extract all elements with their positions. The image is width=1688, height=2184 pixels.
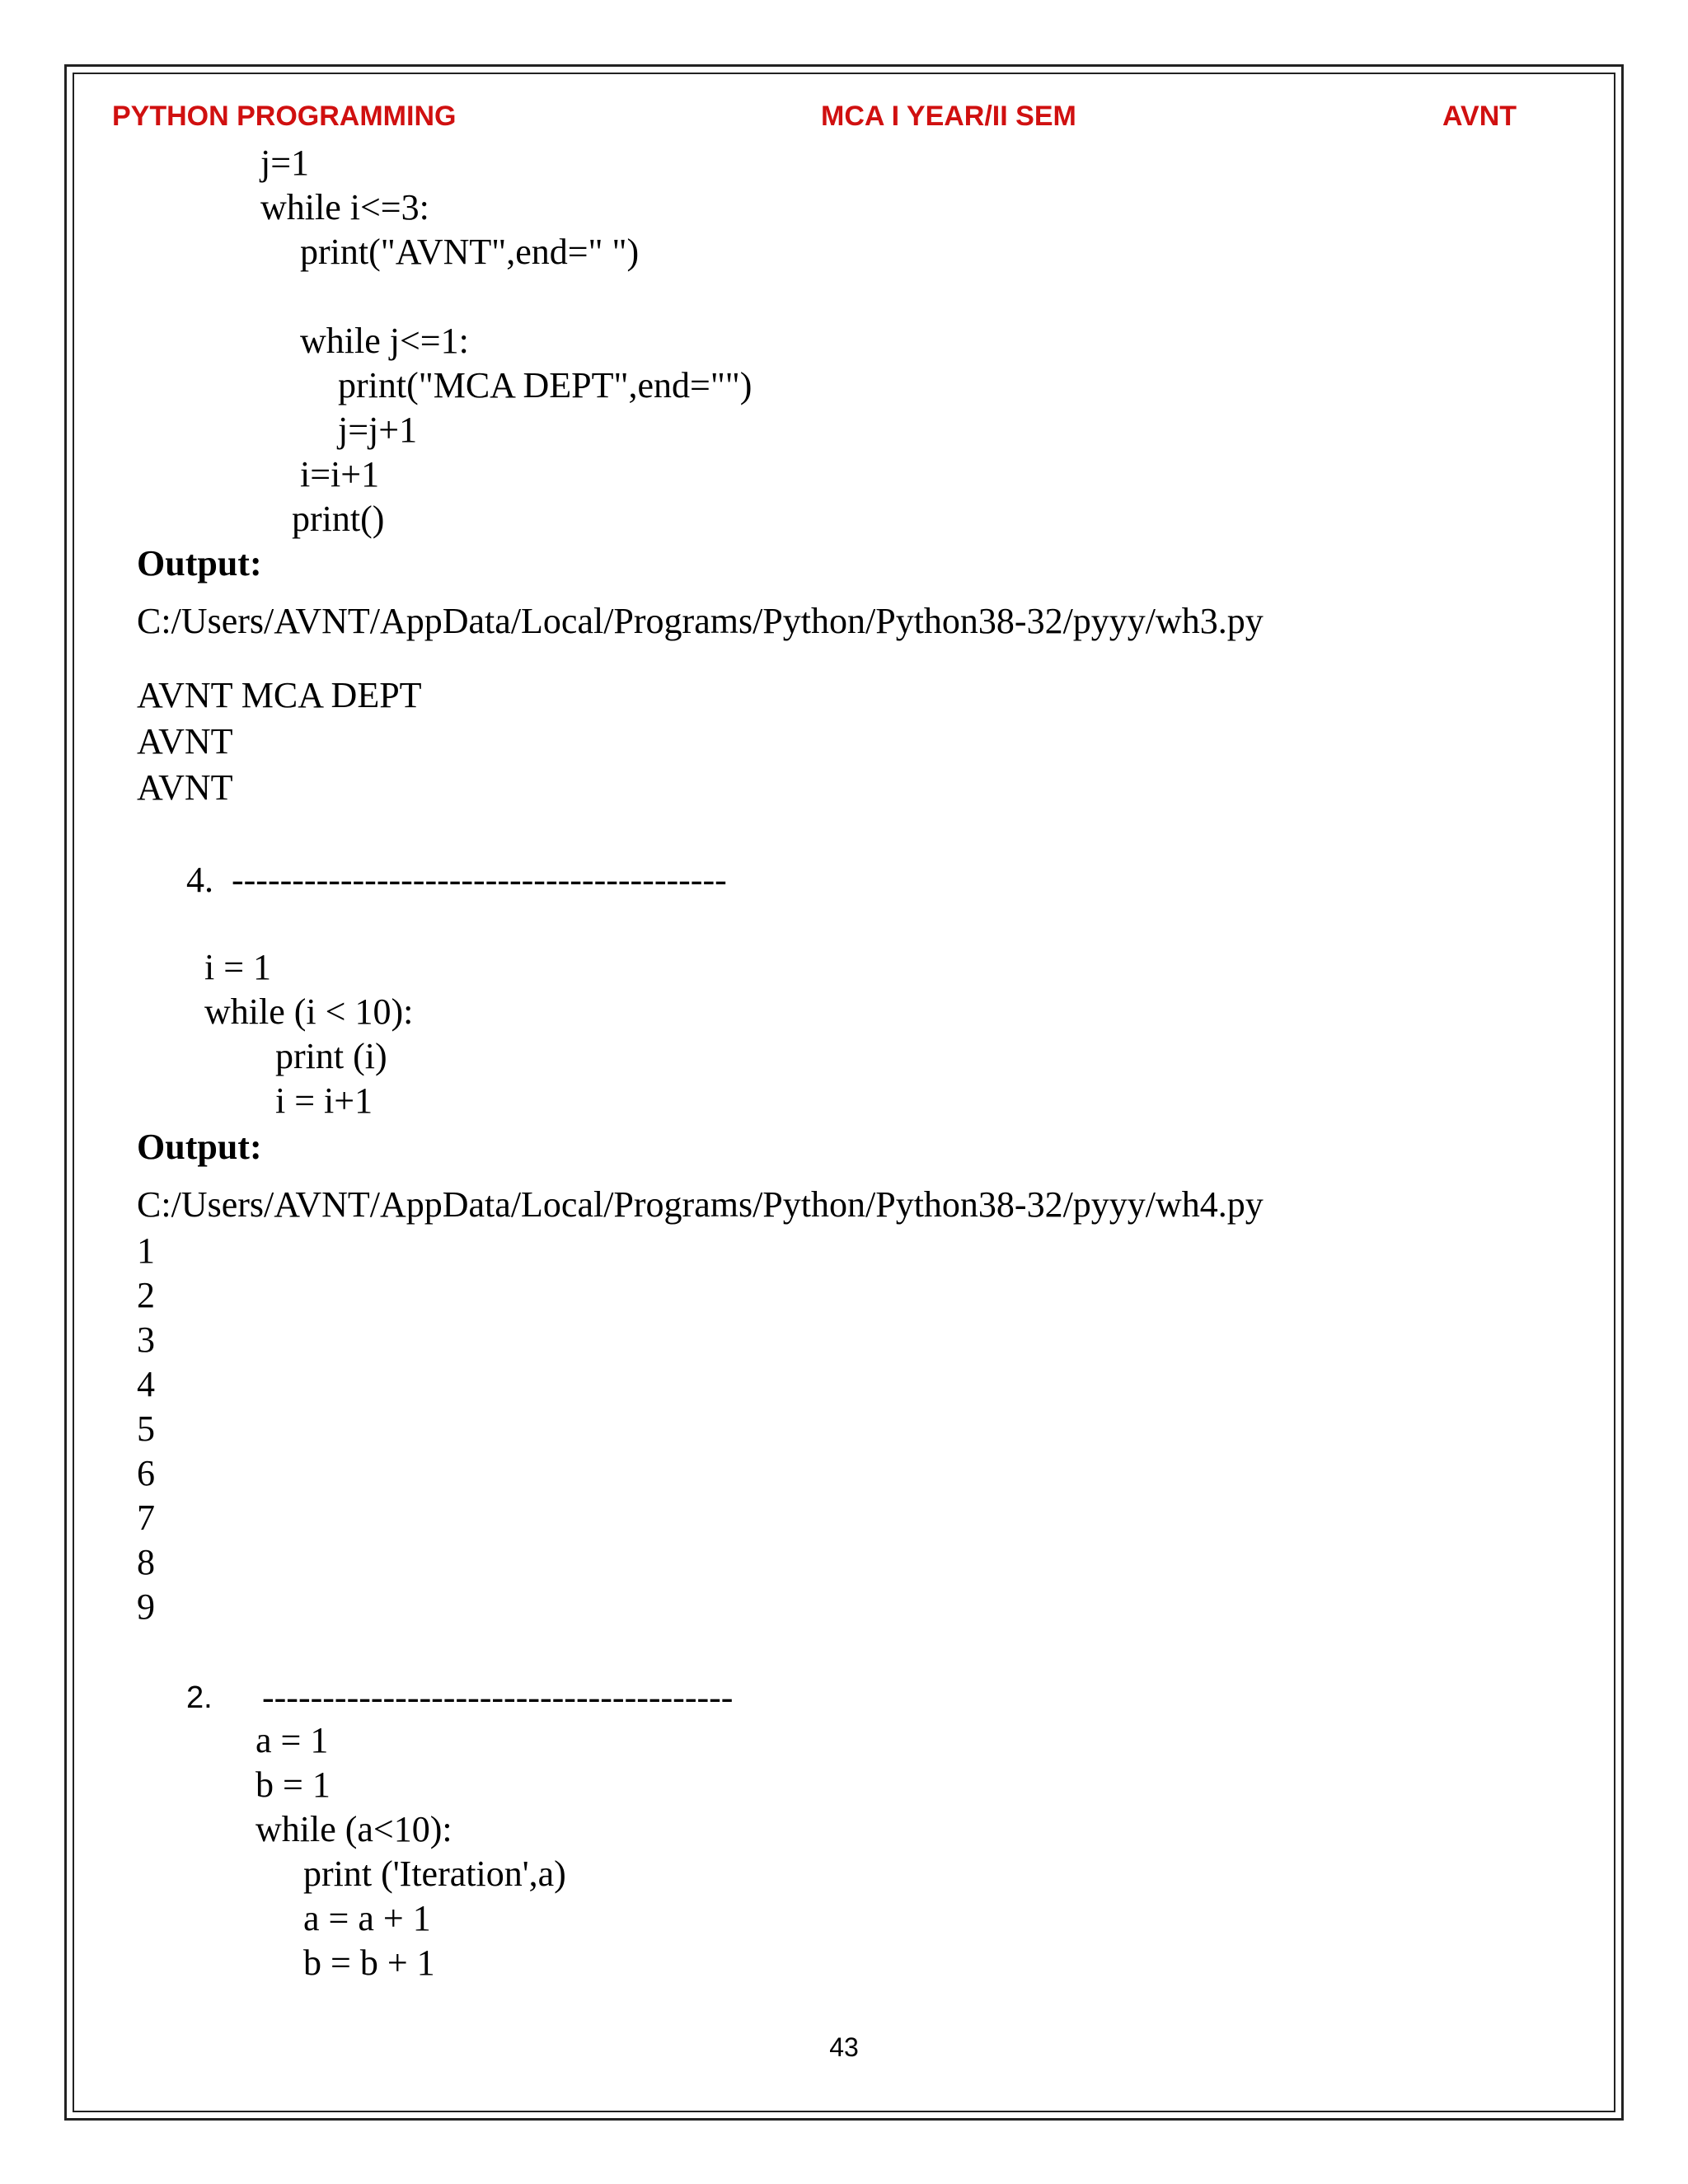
header-author: AVNT: [1442, 101, 1517, 132]
header-course-title: PYTHON PROGRAMMING: [112, 101, 457, 132]
output-label: Output:: [137, 543, 262, 583]
output-line: AVNT: [137, 767, 233, 808]
output-value: 7: [137, 1497, 155, 1538]
code-line: print ('Iteration',a): [303, 1854, 566, 1894]
output-value: 3: [137, 1319, 155, 1360]
output-value: 2: [137, 1275, 155, 1315]
code-line: while (i < 10):: [204, 991, 414, 1032]
code-line: j=j+1: [338, 410, 418, 450]
code-line: print("MCA DEPT",end=""): [338, 365, 753, 405]
code-line: a = a + 1: [303, 1898, 431, 1938]
output-value: 6: [137, 1453, 155, 1493]
output-label: Output:: [137, 1127, 262, 1167]
section-divider: ---------------------------------------: [262, 1677, 734, 1718]
header-year-semester: MCA I YEAR/II SEM: [821, 101, 1076, 132]
output-line: AVNT MCA DEPT: [137, 675, 422, 715]
output-value: 1: [137, 1230, 155, 1271]
code-line: print(): [292, 499, 385, 539]
code-line: i = 1: [204, 947, 272, 987]
page-number: 43: [829, 2032, 859, 2062]
output-path: C:/Users/AVNT/AppData/Local/Programs/Python/Python38-32/pyyy/wh4.py: [137, 1184, 1264, 1225]
code-line: while j<=1:: [300, 321, 469, 361]
output-line: AVNT: [137, 721, 233, 762]
code-line: while i<=3:: [260, 187, 429, 227]
output-value: 5: [137, 1408, 155, 1449]
code-line: a = 1: [256, 1720, 329, 1760]
code-line: i = i+1: [275, 1080, 373, 1121]
output-value: 8: [137, 1542, 155, 1582]
code-line: i=i+1: [300, 454, 380, 494]
section-heading: 4. -----------------------------------------: [186, 860, 727, 900]
section-number: 2.: [186, 1680, 213, 1715]
code-line: b = b + 1: [303, 1943, 435, 1983]
output-value: 4: [137, 1364, 155, 1404]
code-line: print("AVNT",end=" "): [300, 232, 640, 272]
code-line: j=1: [260, 143, 310, 183]
code-line: b = 1: [256, 1765, 331, 1805]
code-line: print (i): [275, 1036, 387, 1076]
code-line: while (a<10):: [256, 1809, 452, 1849]
output-value: 9: [137, 1586, 155, 1627]
output-path: C:/Users/AVNT/AppData/Local/Programs/Python/Python38-32/pyyy/wh3.py: [137, 601, 1264, 641]
